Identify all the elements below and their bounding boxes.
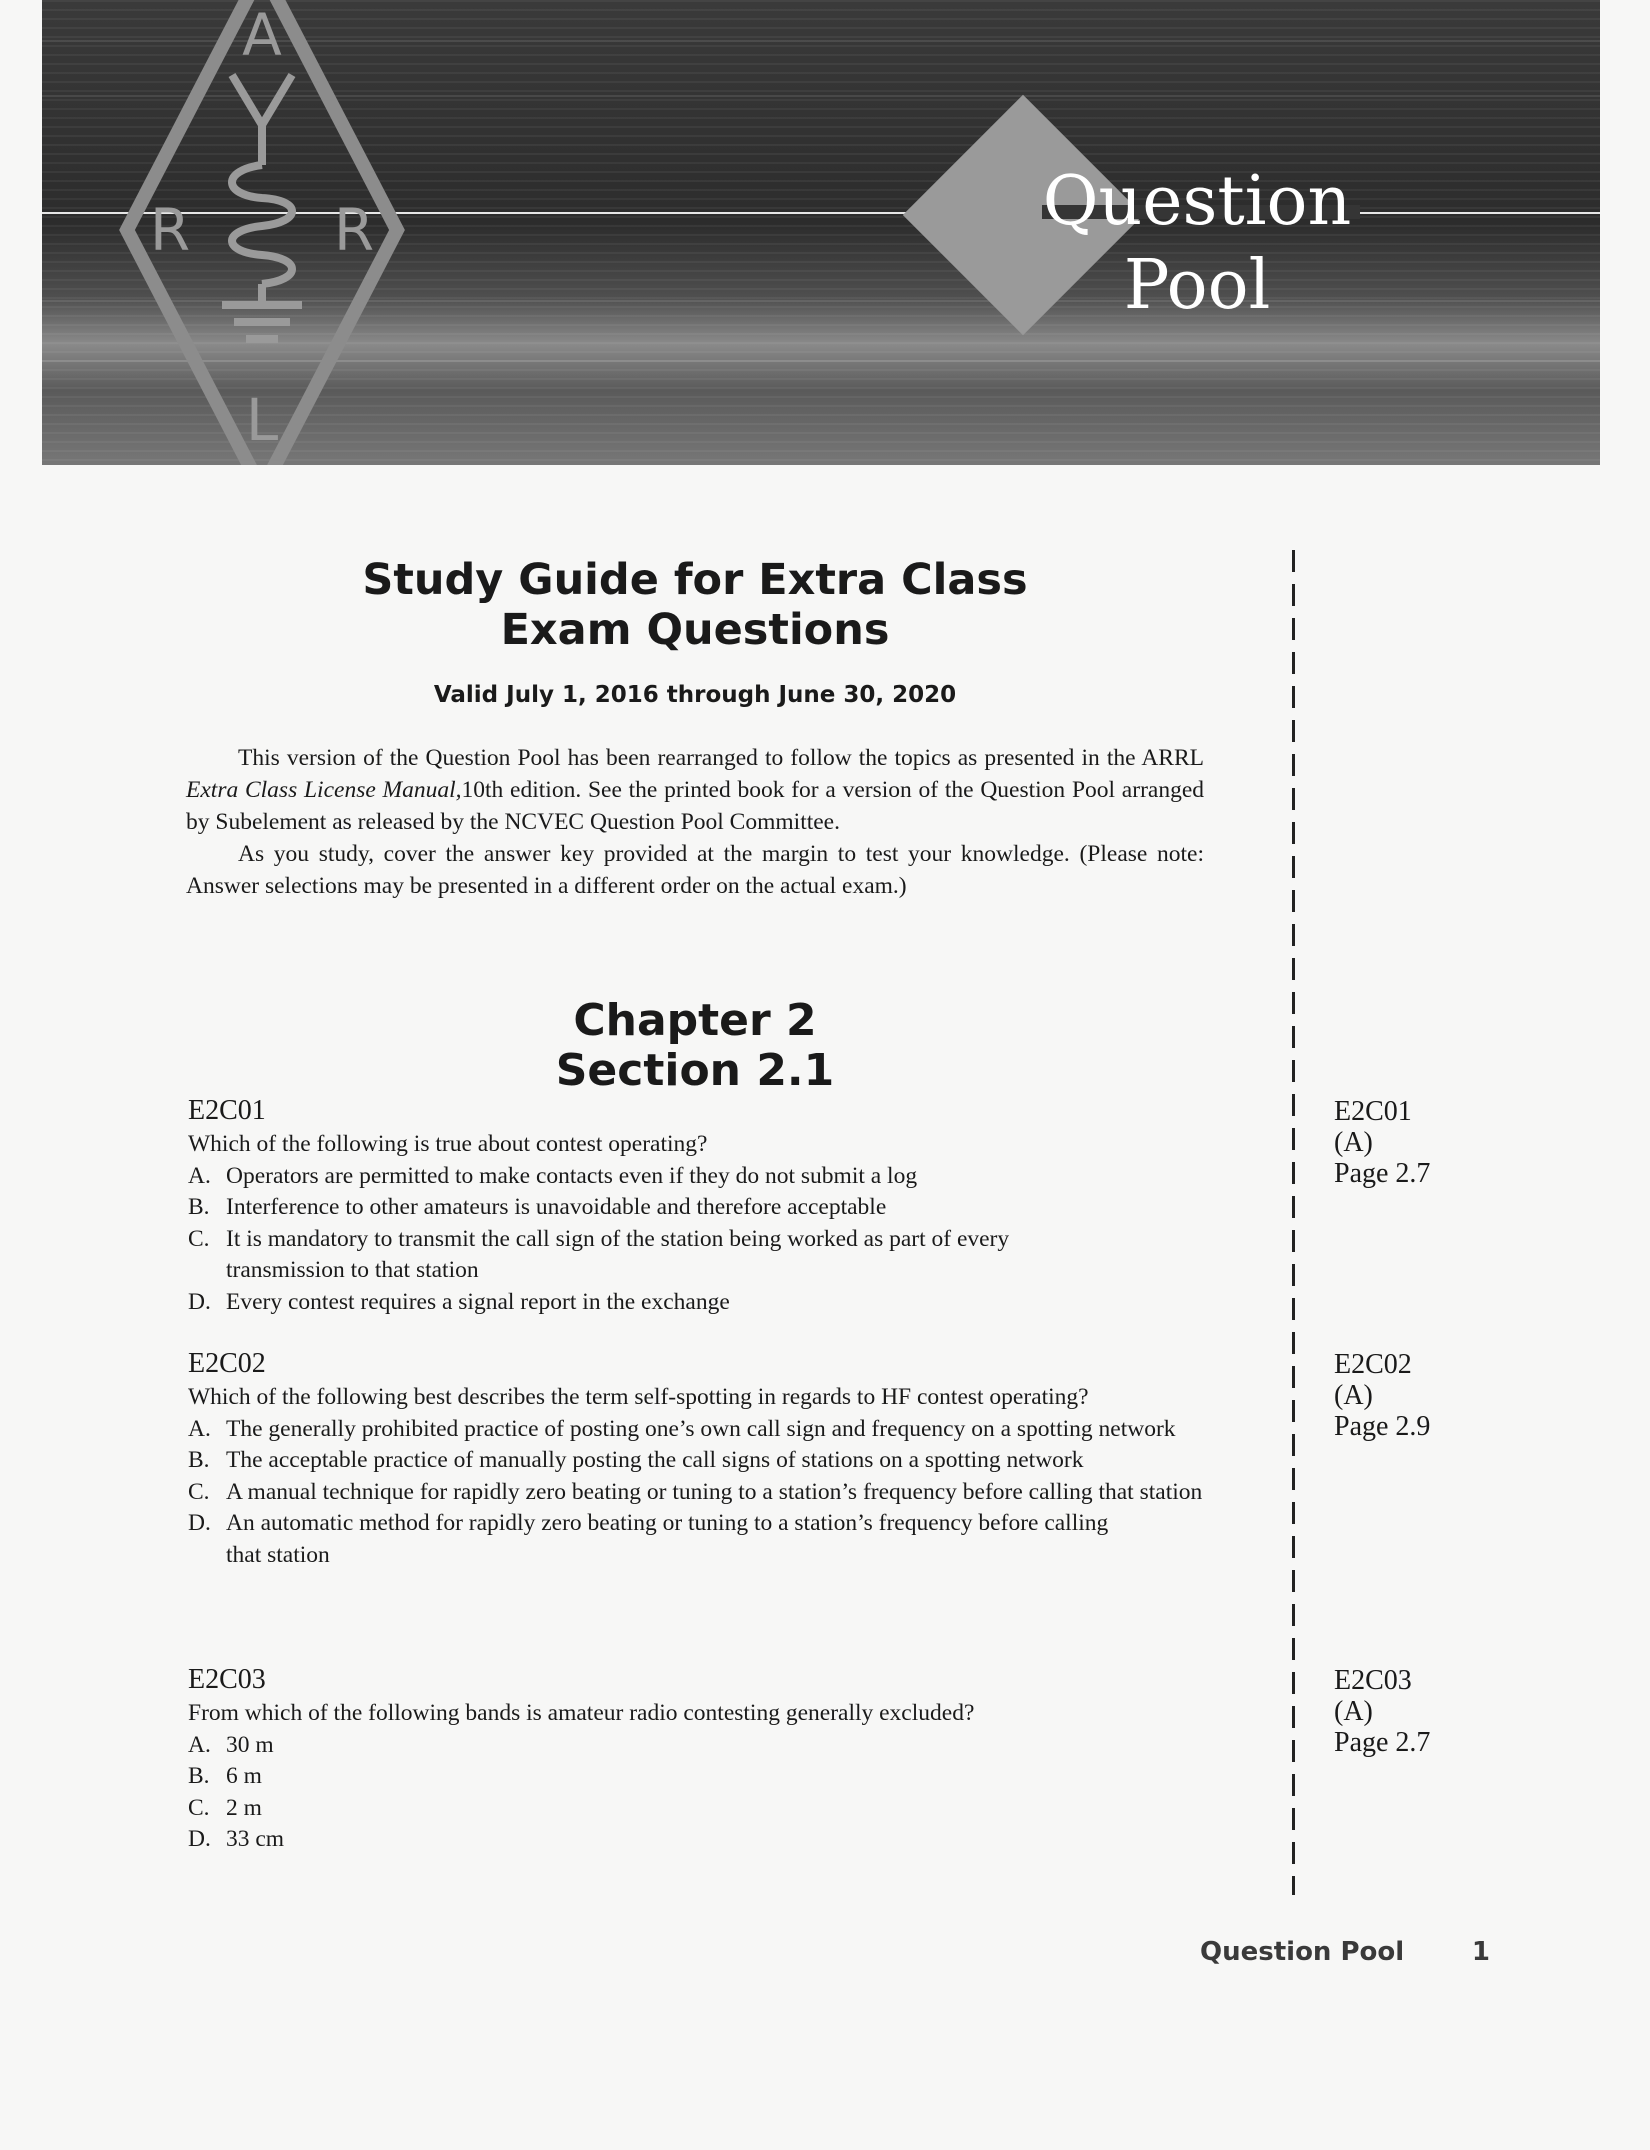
banner-title-line2: Pool bbox=[1123, 246, 1271, 325]
answer-key-e2c03 bbox=[1334, 1665, 1430, 1758]
answer-letter: (A) bbox=[1334, 1696, 1373, 1727]
page-number: 1 bbox=[1471, 1937, 1490, 1967]
option-b: B. 6 m bbox=[188, 1763, 262, 1789]
question-id: E2C02 bbox=[188, 1348, 266, 1379]
option-d: D. Every contest requires a signal report in the exchange bbox=[188, 1288, 730, 1315]
answer-id: E2C03 bbox=[1334, 1665, 1412, 1696]
question-id: E2C03 bbox=[188, 1664, 266, 1695]
intro-text bbox=[186, 742, 1204, 902]
question-text: Which of the following best describes the term self-spotting in regards to HF contest operating? bbox=[188, 1384, 1089, 1410]
option-a: A. Operators are permitted to make contacts even if they do not submit a log bbox=[188, 1162, 918, 1189]
banner-title-line1: Question bbox=[1042, 162, 1352, 241]
question-e2c02 bbox=[188, 1346, 1218, 1571]
logo-letter-a: A bbox=[242, 1, 282, 69]
arrl-logo-icon bbox=[112, 0, 412, 465]
intro-paragraph-1: This version of the Question Pool has been rearranged to follow the topics as presented in the ARRL Extra Class License Manual,10th edition. See the printed book for a version of the Question Pool arranged by Subelement as released by the NCVEC Question Pool Committee. bbox=[186, 745, 1204, 835]
answer-id: E2C02 bbox=[1334, 1349, 1412, 1380]
answer-id: E2C01 bbox=[1334, 1096, 1412, 1127]
question-id: E2C01 bbox=[188, 1095, 266, 1126]
header-banner bbox=[42, 0, 1600, 465]
study-guide-title-line2: Exam Questions bbox=[500, 605, 890, 655]
validity-line: Valid July 1, 2016 through June 30, 2020 bbox=[433, 682, 957, 708]
answer-key-divider bbox=[1292, 550, 1295, 1895]
answer-key-e2c01 bbox=[1334, 1096, 1430, 1189]
footer-label: Question Pool bbox=[1200, 1937, 1405, 1967]
option-c: C. 2 m bbox=[188, 1794, 262, 1821]
option-c: C. It is mandatory to transmit the call sign of the station being worked as part of every transmission to that station bbox=[188, 1225, 1010, 1283]
question-e2c03 bbox=[188, 1662, 1218, 1856]
option-c: C. A manual technique for rapidly zero beating or tuning to a station’s frequency before calling that station bbox=[188, 1478, 1203, 1505]
question-text: From which of the following bands is amateur radio contesting generally excluded? bbox=[188, 1700, 975, 1726]
option-d: D. 33 cm bbox=[188, 1826, 285, 1852]
answer-page: Page 2.9 bbox=[1334, 1411, 1431, 1442]
option-b: B. Interference to other amateurs is unavoidable and therefore acceptable bbox=[188, 1194, 887, 1220]
logo-letter-r-right: R bbox=[333, 196, 375, 264]
question-e2c01 bbox=[188, 1093, 1218, 1318]
option-a: A. 30 m bbox=[188, 1731, 274, 1758]
option-b: B. The acceptable practice of manually posting the call signs of stations on a spotting network bbox=[188, 1447, 1084, 1473]
study-guide-title bbox=[180, 555, 1210, 655]
banner-title bbox=[987, 160, 1407, 328]
answer-letter: (A) bbox=[1334, 1127, 1373, 1158]
answer-page: Page 2.7 bbox=[1334, 1158, 1431, 1189]
logo-letter-r-left: R bbox=[149, 196, 191, 264]
answer-key-e2c02 bbox=[1334, 1349, 1430, 1442]
answer-letter: (A) bbox=[1334, 1380, 1373, 1411]
page-footer bbox=[1200, 1937, 1490, 1967]
question-text: Which of the following is true about contest operating? bbox=[188, 1131, 708, 1157]
option-d: D. An automatic method for rapidly zero beating or tuning to a station’s frequency before calling that station bbox=[188, 1510, 1109, 1568]
logo-letter-l: L bbox=[245, 386, 279, 454]
section-label: Section 2.1 bbox=[555, 1045, 835, 1096]
manual-title: Extra Class License Manual, bbox=[186, 777, 462, 803]
chapter-heading bbox=[180, 996, 1210, 1096]
option-a: A. The generally prohibited practice of posting one’s own call sign and frequency on a spotting network bbox=[188, 1415, 1176, 1442]
chapter-label: Chapter 2 bbox=[573, 995, 817, 1046]
study-guide-title-line1: Study Guide for Extra Class bbox=[362, 555, 1028, 605]
answer-page: Page 2.7 bbox=[1334, 1727, 1431, 1758]
intro-paragraph-2: As you study, cover the answer key provided at the margin to test your knowledge. (Please note: Answer selections may be presented in a different order on the actual exam.) bbox=[186, 841, 1204, 899]
